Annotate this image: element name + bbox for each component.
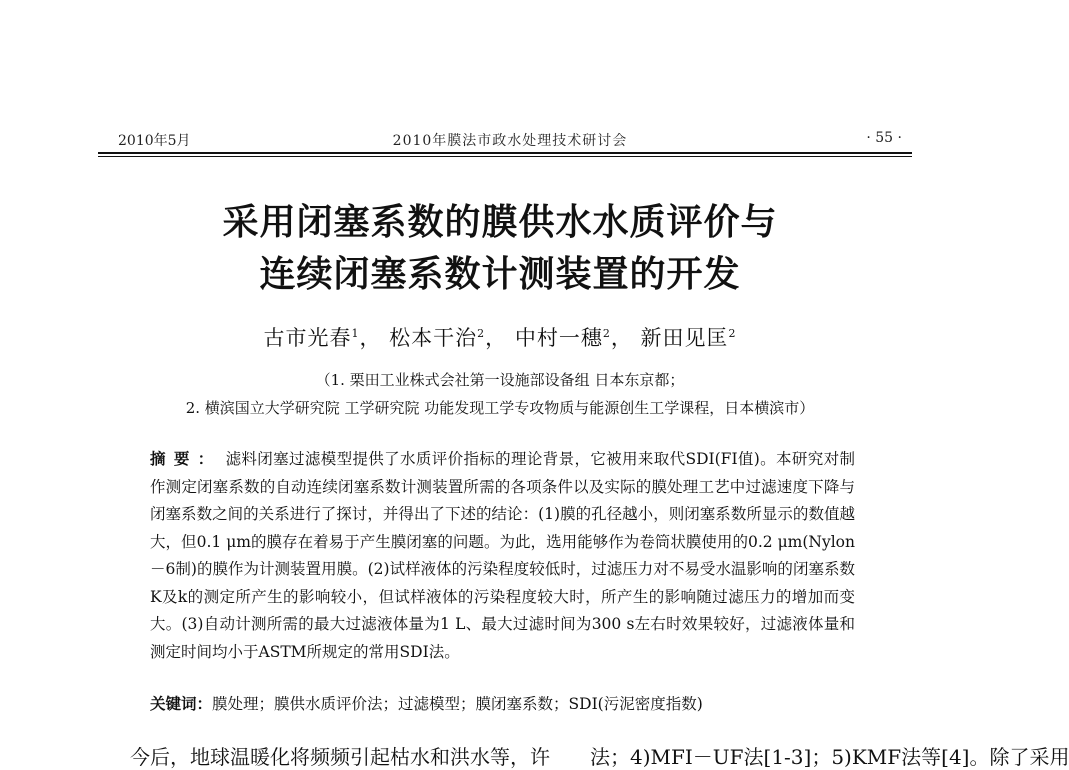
- author-affiliation-mark: 2: [728, 327, 737, 340]
- author-separator: ，: [610, 326, 633, 350]
- header-journal: 2010年膜法市政水处理技术研讨会: [392, 133, 628, 149]
- author-affiliation-mark: 2: [602, 327, 611, 340]
- header-rule-thick: [98, 152, 912, 154]
- affiliation-line-2: 2. 横滨国立大学研究院 工学研究院 功能发现工学专攻物质与能源创生工学课程，日本横滨市）: [185, 399, 815, 417]
- header-rule-thin: [98, 156, 912, 157]
- running-header: [118, 126, 902, 150]
- keywords-label: 关键词：: [150, 694, 213, 713]
- author-separator: ，: [485, 326, 508, 350]
- author-list: [0, 322, 1000, 352]
- author-affiliation-mark: 1: [351, 327, 360, 340]
- header-page-number: · 55 ·: [866, 130, 902, 146]
- keywords-text: 膜处理；膜供水质评价法；过滤模型；膜闭塞系数；SDI(污泥密度指数): [212, 695, 703, 713]
- author-name: 松本干治: [389, 326, 478, 350]
- author-name: 新田见匡: [640, 326, 729, 350]
- body-first-line: 今后，地球温暖化将频频引起枯水和洪水等，许 法；4)MFI－UF法[1-3]；5)KMF法等[4]。除了采用: [130, 745, 1069, 769]
- author-name: 古市光春: [263, 326, 352, 350]
- title-line-1: 采用闭塞系数的膜供水水质评价与: [222, 201, 778, 243]
- abstract-text: 滤料闭塞过滤模型提供了水质评价指标的理论背景，它被用来取代SDI(FI值)。本研究对制作测定闭塞系数的自动连续闭塞系数计测装置所需的各项条件以及实际的膜处理工艺中过滤速度下降与闭塞系数之间的关系进行了探讨，并得出了下述的结论：(1)膜的孔径越小，则闭塞系数所显示的数值越大，但0.1 μm的膜存在着易于产生膜闭塞的问题。为此，选用能够作为卷筒状膜使用的0.2 μm(Nylon－6制)的膜作为计测装置用膜。(2)试样液体的污染程度较低时，过滤压力对不易受水温影响的闭塞系数K及k的测定所产生的影响较小，但试样液体的污染程度较大时，所产生的影响随过滤压力的增加而变大。(3)自动计测所需的最大过滤液体量为1 L、最大过滤时间为300 s左右时效果较好，过滤液体量和测定时间均小于ASTM所规定的常用SDI法。: [150, 450, 855, 661]
- header-date: 2010年5月: [118, 133, 191, 149]
- author-separator: ，: [359, 326, 382, 350]
- title-line-2: 连续闭塞系数计测装置的开发: [259, 253, 741, 295]
- abstract: [150, 445, 855, 666]
- keywords: [150, 692, 855, 714]
- author-name: 中村一穗: [514, 326, 603, 350]
- author-affiliation-mark: 2: [477, 327, 486, 340]
- paper-title: [0, 196, 1000, 300]
- abstract-label: 摘要：: [150, 449, 222, 468]
- affiliation-line-1: （1. 栗田工业株式会社第一设施部设备组 日本东京都；: [315, 371, 685, 389]
